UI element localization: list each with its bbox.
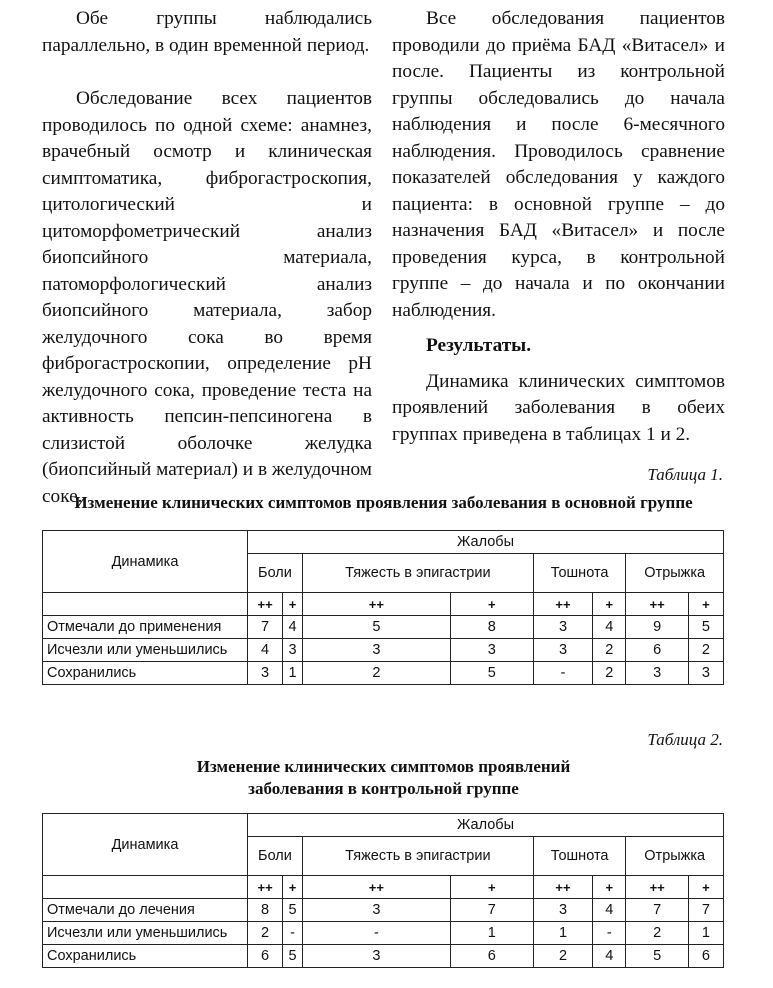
table-cell: 6 <box>248 945 283 968</box>
table-row <box>43 662 724 685</box>
row-label: Исчезли или уменьшились <box>43 922 248 945</box>
table-cell: 6 <box>626 639 688 662</box>
header-symptom: Тошнота <box>533 837 626 876</box>
table-cell: 6 <box>450 945 533 968</box>
table-cell: 2 <box>533 945 592 968</box>
table-cell: 3 <box>533 639 592 662</box>
table-cell: - <box>283 922 303 945</box>
table-cell: 1 <box>688 922 723 945</box>
table-cell: 9 <box>626 616 688 639</box>
row-label: Сохранились <box>43 945 248 968</box>
table-cell: 1 <box>533 922 592 945</box>
table-cell: 8 <box>450 616 533 639</box>
severity-mark: + <box>688 593 723 616</box>
table-row <box>43 922 724 945</box>
header-dynamics: Динамика <box>43 814 248 876</box>
table-cell: 5 <box>688 616 723 639</box>
severity-mark: + <box>593 593 626 616</box>
paragraph-groups-parallel: Обе группы наблюдались параллельно, в один временной период. <box>42 8 372 56</box>
severity-mark: ++ <box>533 593 592 616</box>
table-cell: 7 <box>626 899 688 922</box>
table1 <box>42 530 724 685</box>
right-text-column <box>392 6 725 448</box>
header-complaints: Жалобы <box>248 814 724 837</box>
table-cell: 5 <box>283 945 303 968</box>
severity-mark: + <box>450 593 533 616</box>
table2-title-line2: заболевания в контрольной группе <box>248 779 519 798</box>
table-cell: 8 <box>248 899 283 922</box>
table-row-marks <box>43 593 724 616</box>
empty-cell <box>43 593 248 616</box>
table-cell: 2 <box>688 639 723 662</box>
table-cell: 4 <box>283 616 303 639</box>
severity-mark: ++ <box>626 593 688 616</box>
table-cell: 4 <box>593 945 626 968</box>
table-cell: 5 <box>450 662 533 685</box>
table1-title: Изменение клинических симптомов проявления заболевания в основной группе <box>74 493 693 512</box>
table-cell: 4 <box>593 616 626 639</box>
table1-caption: Таблица 1. <box>647 465 723 484</box>
severity-mark: ++ <box>626 876 688 899</box>
table-cell: 3 <box>533 616 592 639</box>
empty-cell <box>43 876 248 899</box>
results-heading: Результаты. <box>426 335 532 356</box>
severity-mark: + <box>283 876 303 899</box>
table-row <box>43 899 724 922</box>
table-cell: 3 <box>302 639 450 662</box>
table-cell: 6 <box>688 945 723 968</box>
severity-mark: + <box>450 876 533 899</box>
table-cell: 4 <box>248 639 283 662</box>
severity-mark: + <box>688 876 723 899</box>
row-label: Сохранились <box>43 662 248 685</box>
row-label: Исчезли или уменьшились <box>43 639 248 662</box>
header-symptom: Отрыжка <box>626 554 724 593</box>
severity-mark: + <box>593 876 626 899</box>
table-row <box>43 945 724 968</box>
severity-mark: ++ <box>302 593 450 616</box>
header-symptom: Тяжесть в эпигастрии <box>302 554 533 593</box>
paragraph-examination-scheme: Обследование всех пациентов проводилось по одной схеме: анамнез, врачебный осмотр и клиническая симптоматика, фиброгастроскопия, цитологический и цитоморфометрический анализ биопсийного материала, патоморфологический анализ биопсийного материала, забор желудочного сока во время фиброгастроскопии, определение рН желудочного сока, проведение теста на активность пепсин-пепсиногена в слизистой оболочке желудка (биопсийный материал) и в желудочном соке. <box>42 88 372 507</box>
table-cell: 1 <box>283 662 303 685</box>
severity-mark: ++ <box>248 593 283 616</box>
table2-title-line1: Изменение клинических симптомов проявлений <box>196 757 571 776</box>
table-cell: 5 <box>626 945 688 968</box>
severity-mark: ++ <box>248 876 283 899</box>
header-symptom: Отрыжка <box>626 837 724 876</box>
table-cell: 5 <box>283 899 303 922</box>
table-cell: 3 <box>302 899 450 922</box>
table-row <box>43 616 724 639</box>
table-cell: - <box>302 922 450 945</box>
paragraph-results-intro: Динамика клинических симптомов проявлений заболевания в обеих группах приведена в таблицах 1 и 2. <box>392 370 725 445</box>
table-row-header-complaints <box>43 531 724 554</box>
table-cell: 2 <box>593 639 626 662</box>
severity-mark: + <box>283 593 303 616</box>
severity-mark: ++ <box>533 876 592 899</box>
table-cell: - <box>593 922 626 945</box>
header-symptom: Тяжесть в эпигастрии <box>302 837 533 876</box>
row-label: Отмечали до применения <box>43 616 248 639</box>
table-cell: 4 <box>593 899 626 922</box>
table-cell: 3 <box>533 899 592 922</box>
left-text-column <box>42 6 372 510</box>
header-symptom: Тошнота <box>533 554 626 593</box>
header-complaints: Жалобы <box>248 531 724 554</box>
header-dynamics: Динамика <box>43 531 248 593</box>
table-cell: 3 <box>450 639 533 662</box>
paragraph-examination-timing: Все обследования пациентов проводили до приёма БАД «Витасел» и после. Пациенты из контрольной группы обследовались до начала наблюдения и после 6-месячного наблюдения. Проводилось сравнение показателей обследования у каждого пациента: в основной группе – до назначения БАД «Витасел» и после проведения курса, в контрольной группе – до начала и по окончании наблюдения. <box>392 8 725 321</box>
table-cell: 3 <box>248 662 283 685</box>
table-cell: 3 <box>283 639 303 662</box>
table-cell: 7 <box>450 899 533 922</box>
table-cell: - <box>533 662 592 685</box>
table-cell: 3 <box>626 662 688 685</box>
table-cell: 7 <box>248 616 283 639</box>
table-cell: 2 <box>626 922 688 945</box>
severity-mark: ++ <box>302 876 450 899</box>
table-cell: 5 <box>302 616 450 639</box>
header-symptom: Боли <box>248 554 303 593</box>
header-symptom: Боли <box>248 837 303 876</box>
table-row-header-complaints <box>43 814 724 837</box>
table-cell: 2 <box>593 662 626 685</box>
table2-title <box>42 756 725 800</box>
table-cell: 3 <box>688 662 723 685</box>
table-cell: 2 <box>302 662 450 685</box>
table-cell: 2 <box>248 922 283 945</box>
table2 <box>42 813 724 968</box>
row-label: Отмечали до лечения <box>43 899 248 922</box>
table-row <box>43 639 724 662</box>
table-cell: 1 <box>450 922 533 945</box>
table-row-marks <box>43 876 724 899</box>
table-cell: 3 <box>302 945 450 968</box>
table-cell: 7 <box>688 899 723 922</box>
table2-caption: Таблица 2. <box>647 730 723 749</box>
